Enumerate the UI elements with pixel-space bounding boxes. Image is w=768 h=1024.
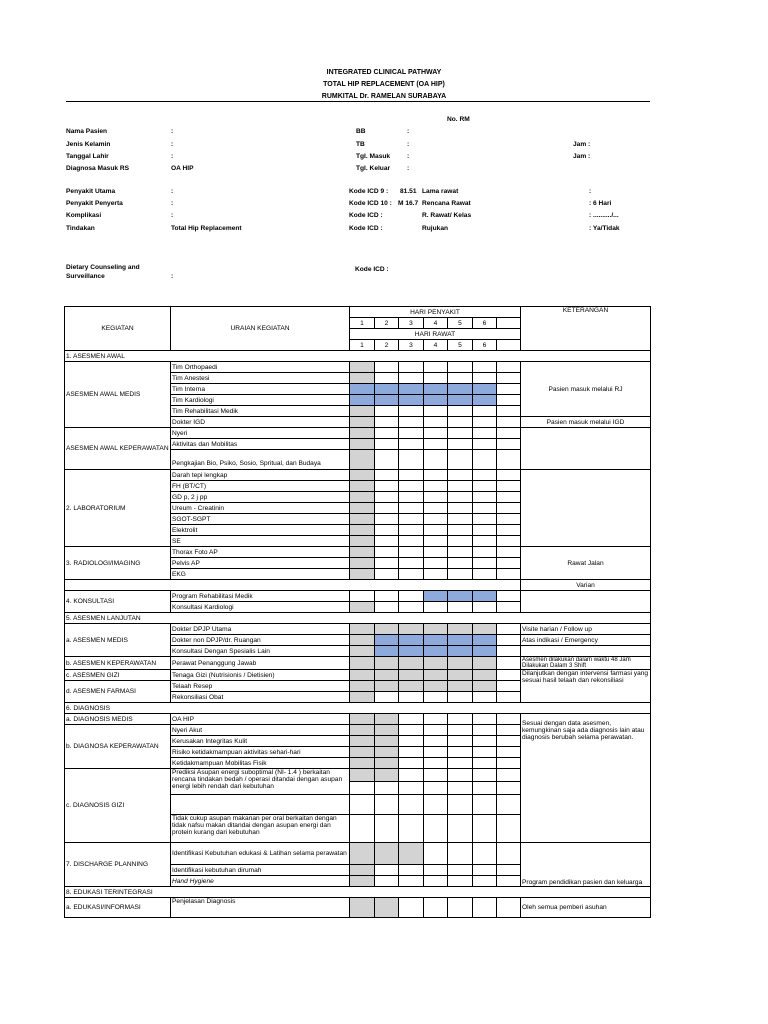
- colon: :: [589, 188, 592, 195]
- dietary-label-1: Dietary Counseling and: [66, 264, 140, 271]
- diagnosa-keperawatan-label: b. DIAGNOSA KEPERAWATAN: [65, 725, 171, 769]
- item: GD p, 2 j pp: [171, 492, 350, 503]
- konsultasi-label: 4. KONSULTASI: [65, 591, 171, 613]
- asesmen-awal-medis-label: ASESMEN AWAL MEDIS: [65, 362, 171, 428]
- keterangan-diagnosis: Sesuai dengan data asesmen, kemungkinan saja ada diagnosis lain atau diagnosis berubah selama perawatan.: [521, 714, 651, 843]
- item: Dokter IGD: [171, 417, 350, 428]
- day-cell: 4: [424, 318, 448, 329]
- kode-icd-label: Kode ICD :: [349, 212, 383, 219]
- keterangan-igd: Pasien masuk melalui IGD: [521, 417, 651, 428]
- keterangan-edukasi: Oleh semua pemberi asuhan: [521, 898, 651, 918]
- lama-rawat-label: Lama rawat: [422, 188, 459, 195]
- page-bottom-blank: [0, 950, 768, 1024]
- item: Tim Anestesi: [171, 373, 350, 384]
- tindakan-label: Tindakan: [66, 225, 95, 232]
- tanggal-lahir-label: Tanggal Lahir: [66, 153, 109, 160]
- item: Thorax Foto AP: [171, 547, 350, 558]
- jam-masuk-label: Jam :: [573, 141, 591, 148]
- item: Tim Kardiologi: [171, 395, 350, 406]
- item: Konsultasi Kardiologi: [171, 602, 350, 613]
- day-cell: 3: [399, 318, 424, 329]
- item: Elektrolit: [171, 525, 350, 536]
- item: Nyeri: [171, 428, 350, 439]
- keterangan-varian: Varian: [521, 580, 651, 591]
- hari-rawat-header: HARI RAWAT: [350, 329, 521, 340]
- day-cell: 2: [375, 340, 399, 351]
- asesmen-farmasi-label: d. ASESMEN FARMASI: [65, 681, 171, 703]
- section-diagnosis: 6. DIAGNOSIS: [65, 703, 651, 714]
- header-divider: [66, 101, 650, 102]
- jenis-kelamin-label: Jenis Kelamin: [66, 141, 111, 148]
- item: Nyeri Akut: [171, 725, 350, 736]
- kode-icd10-value: M 16.7: [398, 200, 419, 207]
- item: SGOT-SGPT: [171, 514, 350, 525]
- item: Identifikasi kebutuhan dirumah: [171, 865, 350, 876]
- day-cell: 5: [448, 340, 473, 351]
- item: Tidak cukup asupan makanan per oral berkaitan dengan tidak nafsu makan ditandai dengan asupan energi dan protein kurang dari kebutuhan: [171, 815, 350, 843]
- day-cell: 2: [375, 318, 399, 329]
- item: SE: [171, 536, 350, 547]
- kode-icd-label: Kode ICD :: [349, 225, 383, 232]
- kode-icd9-value: 81.51: [400, 188, 417, 195]
- penyakit-penyerta-label: Penyakit Penyerta: [66, 200, 123, 207]
- ruang-rawat-label: R. Rawat/ Kelas: [422, 212, 472, 219]
- day-cell: 1: [350, 318, 375, 329]
- rencana-rawat-value: : 6 Hari: [589, 200, 612, 207]
- asesmen-awal-keperawatan-label: ASESMEN AWAL KEPERAWATAN: [65, 428, 171, 470]
- diagnosa-masuk-value: OA HIP: [171, 165, 194, 172]
- colon: :: [171, 153, 174, 160]
- item: Penjelasan Diagnosis: [171, 898, 350, 918]
- item: Prediksi Asupan energi suboptimal (NI- 1.4 ) berkaitan rencana tindakan bedah / operasi ditandai dengan asupan energi lebih rendah dari kebutuhan: [171, 769, 350, 795]
- day-cell: 6: [473, 318, 497, 329]
- asesmen-gizi-label: c. ASESMEN GIZI: [65, 670, 171, 681]
- item: EKG: [171, 569, 350, 580]
- diagnosa-masuk-label: Diagnosa Masuk RS: [66, 165, 130, 172]
- dietary-label-2: Surveillance: [66, 273, 105, 280]
- item: Dokter non DPJP/dr. Ruangan: [171, 635, 350, 646]
- keterangan-farmasi: Dilanjutkan dengan intervensi farmasi yang sesuai hasil telaah dan rekonsiliasi: [521, 670, 651, 703]
- bb-label: BB: [356, 128, 366, 135]
- item: Hand Hygiene: [171, 876, 350, 887]
- item: Program Rehabilitasi Medik: [171, 591, 350, 602]
- item: FH (BT/CT): [171, 481, 350, 492]
- colon: :: [171, 141, 174, 148]
- item: Tenaga Gizi (Nutrisionis / Dietisien): [171, 670, 350, 681]
- rujukan-label: Rujukan: [422, 225, 449, 232]
- item: Telaah Resep: [171, 681, 350, 692]
- item: Aktivitas dan Mobilitas: [171, 439, 350, 450]
- rencana-rawat-label: Rencana Rawat: [422, 200, 471, 207]
- jam-keluar-label: Jam :: [573, 153, 591, 160]
- doc-subtitle: TOTAL HIP REPLACEMENT (OA HIP): [323, 81, 445, 88]
- hospital-name: RUMKITAL Dr. RAMELAN SURABAYA: [321, 93, 447, 100]
- radiologi-label: 3. RADIOLOGI/IMAGING: [65, 547, 171, 580]
- edukasi-label: a. EDUKASI/INFORMASI: [65, 898, 171, 918]
- item: Tim Orthopaedi: [171, 362, 350, 373]
- colon: :: [171, 128, 174, 135]
- colon: :: [407, 128, 410, 135]
- kode-icd9-label: Kode ICD 9 :: [349, 188, 389, 195]
- item: Risiko ketidakmampuan aktivitas sehari-hari: [171, 747, 350, 758]
- item: Pelvis AP: [171, 558, 350, 569]
- day-cell: 4: [424, 340, 448, 351]
- pathway-table: [64, 306, 651, 918]
- section-edukasi: 8. EDUKASI TERINTEGRASI: [65, 887, 651, 898]
- tgl-masuk-label: Tgl. Masuk: [356, 153, 391, 160]
- section-asesmen-awal: 1. ASESMEN AWAL: [65, 351, 651, 362]
- asesmen-medis-label: a. ASESMEN MEDIS: [65, 624, 171, 657]
- item: Ureum - Creatinin: [171, 503, 350, 514]
- day-cell: 1: [350, 340, 375, 351]
- item: Rekonsiliasi Obat: [171, 692, 350, 703]
- colon: :: [171, 188, 174, 195]
- keterangan-rj: Pasien masuk melalui RJ: [521, 362, 651, 417]
- kegiatan-header: KEGIATAN: [65, 307, 171, 351]
- keterangan-header: KETERANGAN: [521, 307, 651, 351]
- keterangan-atas-indikasi: Atas indikasi / Emergency: [521, 635, 651, 646]
- colon: :: [171, 273, 174, 280]
- item: Dokter DPJP Utama: [171, 624, 350, 635]
- doc-title: INTEGRATED CLINICAL PATHWAY: [326, 69, 442, 76]
- tb-label: TB: [356, 141, 365, 148]
- colon: :: [171, 200, 174, 207]
- colon: :: [407, 153, 410, 160]
- item: OA HIP: [171, 714, 350, 725]
- item: Kerusakan Integritas Kulit: [171, 736, 350, 747]
- diagnosis-medis-label: a. DIAGNOSIS MEDIS: [65, 714, 171, 725]
- item: Perawat Penanggung Jawab: [171, 657, 350, 670]
- item: Tim Rehabilitasi Medik: [171, 406, 350, 417]
- colon: :: [407, 141, 410, 148]
- kode-icd10-label: Kode ICD 10 :: [349, 200, 392, 207]
- discharge-planning-label: 7. DISCHARGE PLANNING: [65, 843, 171, 887]
- keterangan-visite: Visite harian / Follow up: [521, 624, 651, 635]
- tgl-keluar-label: Tgl. Keluar: [356, 165, 391, 172]
- asesmen-keperawatan-label: b. ASESMEN KEPERAWATAN: [65, 657, 171, 670]
- rujukan-value: : Ya/Tidak: [589, 225, 620, 232]
- laboratorium-label: 2. LABORATORIUM: [65, 470, 171, 547]
- item: Tim Interna: [171, 384, 350, 395]
- colon: :: [171, 212, 174, 219]
- item: Ketidakmampuan Mobilitas Fisik: [171, 758, 350, 769]
- day-cell: 3: [399, 340, 424, 351]
- hari-penyakit-header: HARI PENYAKIT: [350, 307, 521, 318]
- nama-pasien-label: Nama Pasien: [66, 128, 108, 135]
- item: Konsultasi Dengan Spesialis Lain: [171, 646, 350, 657]
- no-rm-label: No. RM: [447, 116, 470, 123]
- item: Pengkajian Bio, Psiko, Sosio, Spritual, dan Budaya: [171, 450, 350, 470]
- keterangan-discharge: Program pendidikan pasien dan keluarga: [521, 843, 651, 887]
- keterangan-rawat-jalan: Rawat Jalan: [521, 547, 651, 580]
- section-asesmen-lanjutan: 5. ASESMEN LANJUTAN: [65, 613, 651, 624]
- kode-icd-label: Kode ICD :: [355, 266, 389, 273]
- ruang-rawat-value: : ........../...: [589, 212, 619, 219]
- day-cell: 6: [473, 340, 497, 351]
- diagnosis-gizi-label: c. DIAGNOSIS GIZI: [65, 769, 171, 843]
- colon: :: [407, 165, 410, 172]
- item: Darah tepi lengkap: [171, 470, 350, 481]
- uraian-header: URAIAN KEGIATAN: [171, 307, 350, 351]
- tindakan-value: Total Hip Replacement: [171, 225, 242, 232]
- keterangan-3-shift: Dilakukan Dalam 3 Shift: [522, 663, 587, 669]
- keterangan-keperawatan: Asesmen dilakukan dalam waktu 48 Jam Dilakukan Dalam 3 Shift: [521, 657, 651, 670]
- komplikasi-label: Komplikasi: [66, 212, 102, 219]
- day-cell: 5: [448, 318, 473, 329]
- penyakit-utama-label: Penyakit Utama: [66, 188, 116, 195]
- item: Identifikasi Kebutuhan edukasi & Latihan selama perawatan: [171, 843, 350, 865]
